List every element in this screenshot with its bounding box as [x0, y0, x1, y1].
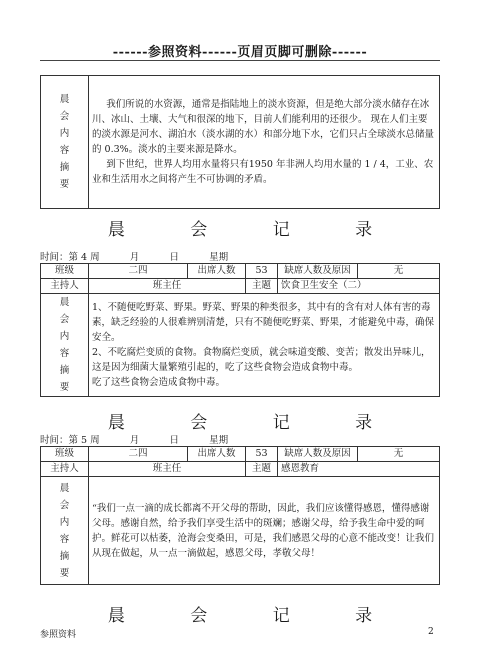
- label-char: 晨: [59, 94, 70, 105]
- content-paragraph: “我们一点一滴的成长都离不开父母的帮助，因此，我们应该懂得感恩，懂得感谢父母。感谢自然，给予我们享受生活中的斑斓；感谢父母，给予我生命中爱的呵护。鲜花可以枯萎，沧海会变桑田，可是，我们感恩父母的心意不能改变！让我们从现在做起，从一点一滴做起，感恩父母，孝敬父母！: [92, 502, 435, 559]
- record-title: 晨 会 记 录: [107, 413, 403, 433]
- attendance-value: 53: [246, 447, 278, 462]
- record-table: [40, 263, 440, 397]
- attendance-value: 53: [246, 264, 278, 279]
- class-value: 二四: [89, 447, 188, 462]
- record-time: 时间：第 4 周 月 日 星期: [40, 252, 229, 263]
- label-char: 要: [59, 179, 70, 190]
- class-value: 二四: [89, 264, 188, 279]
- label-char: 要: [59, 382, 70, 393]
- footer-label: 参照资料: [40, 630, 77, 640]
- topic-value: 饮食卫生安全（二）: [278, 279, 440, 294]
- host-value: 班主任: [89, 279, 246, 294]
- label-char: 会: [59, 314, 70, 325]
- record-table: [40, 446, 440, 585]
- page-header: ------参照资料------页眉页脚可删除------: [112, 45, 368, 60]
- top-content-table: [40, 75, 440, 209]
- label-char: 容: [59, 533, 70, 545]
- label-char: 摘: [59, 162, 70, 173]
- label-char: 内: [59, 516, 70, 528]
- content-summary-text: [89, 294, 440, 397]
- record-title: 晨 会 记 录: [107, 606, 403, 626]
- topic-label: 主题: [246, 462, 278, 477]
- content-paragraph: 到下世纪，世界人均用水量将只有1950 年非洲人均用水量的 1 / 4，工业、农业和生活用水之间将产生不可协调的矛盾。: [92, 159, 434, 185]
- header-rule: [40, 60, 440, 61]
- content-summary-label: [41, 76, 89, 209]
- label-char: 要: [59, 567, 70, 579]
- content-summary-text: [89, 76, 440, 209]
- label-char: 晨: [59, 482, 70, 494]
- content-paragraph: 2、不吃腐烂变质的食物。食物腐烂变质，就会味道变酸、变苦；散发出异味儿，这是因为细菌大量繁殖引起的，吃了这些食物会造成食物中毒。: [92, 347, 431, 373]
- content-paragraph: 1、不随便吃野菜、野果。野菜、野果的种类很多，其中有的含有对人体有害的毒素，缺乏经验的人很难辨别清楚，只有不随便吃野菜、野果，才能避免中毒，确保安全。: [92, 302, 435, 343]
- label-char: 内: [59, 331, 70, 342]
- label-char: 会: [59, 499, 70, 511]
- attendance-label: 出席人数: [188, 447, 246, 462]
- label-char: 摘: [59, 365, 70, 376]
- absent-value: 无: [358, 264, 440, 279]
- class-label: 班级: [41, 447, 89, 462]
- host-label: 主持人: [41, 279, 89, 294]
- class-label: 班级: [41, 264, 89, 279]
- host-label: 主持人: [41, 462, 89, 477]
- label-char: 内: [59, 128, 70, 139]
- content-paragraph: 吃了这些食物会造成食物中毒。: [92, 377, 226, 388]
- attendance-label: 出席人数: [188, 264, 246, 279]
- absent-value: 无: [358, 447, 440, 462]
- label-char: 容: [59, 145, 70, 156]
- content-paragraph: 我们所说的水资源，通常是指陆地上的淡水资源，但是绝大部分淡水储存在冰川、冰山、土壤、大气和很深的地下，目前人们能利用的还很少。 现在人们主要的淡水源是河水、湖泊水（淡水湖的水）和部分地下水，它们只占全球淡水总储量的 0.3%。淡水的主要来源是降水。: [92, 99, 435, 155]
- page-number: 2: [428, 627, 434, 637]
- host-value: 班主任: [89, 462, 246, 477]
- content-summary-label: [41, 294, 89, 397]
- topic-value: 感恩教育: [278, 462, 440, 477]
- record-title: 晨 会 记 录: [107, 220, 403, 240]
- content-summary-label: [41, 477, 89, 585]
- absent-label: 缺席人数及原因: [278, 264, 358, 279]
- content-summary-text: [89, 477, 440, 585]
- label-char: 晨: [59, 297, 70, 308]
- absent-label: 缺席人数及原因: [278, 447, 358, 462]
- label-char: 摘: [59, 550, 70, 562]
- topic-label: 主题: [246, 279, 278, 294]
- label-char: 会: [59, 111, 70, 122]
- record-time: 时间：第 5 周 月 日 星期: [40, 435, 229, 446]
- label-char: 容: [59, 348, 70, 359]
